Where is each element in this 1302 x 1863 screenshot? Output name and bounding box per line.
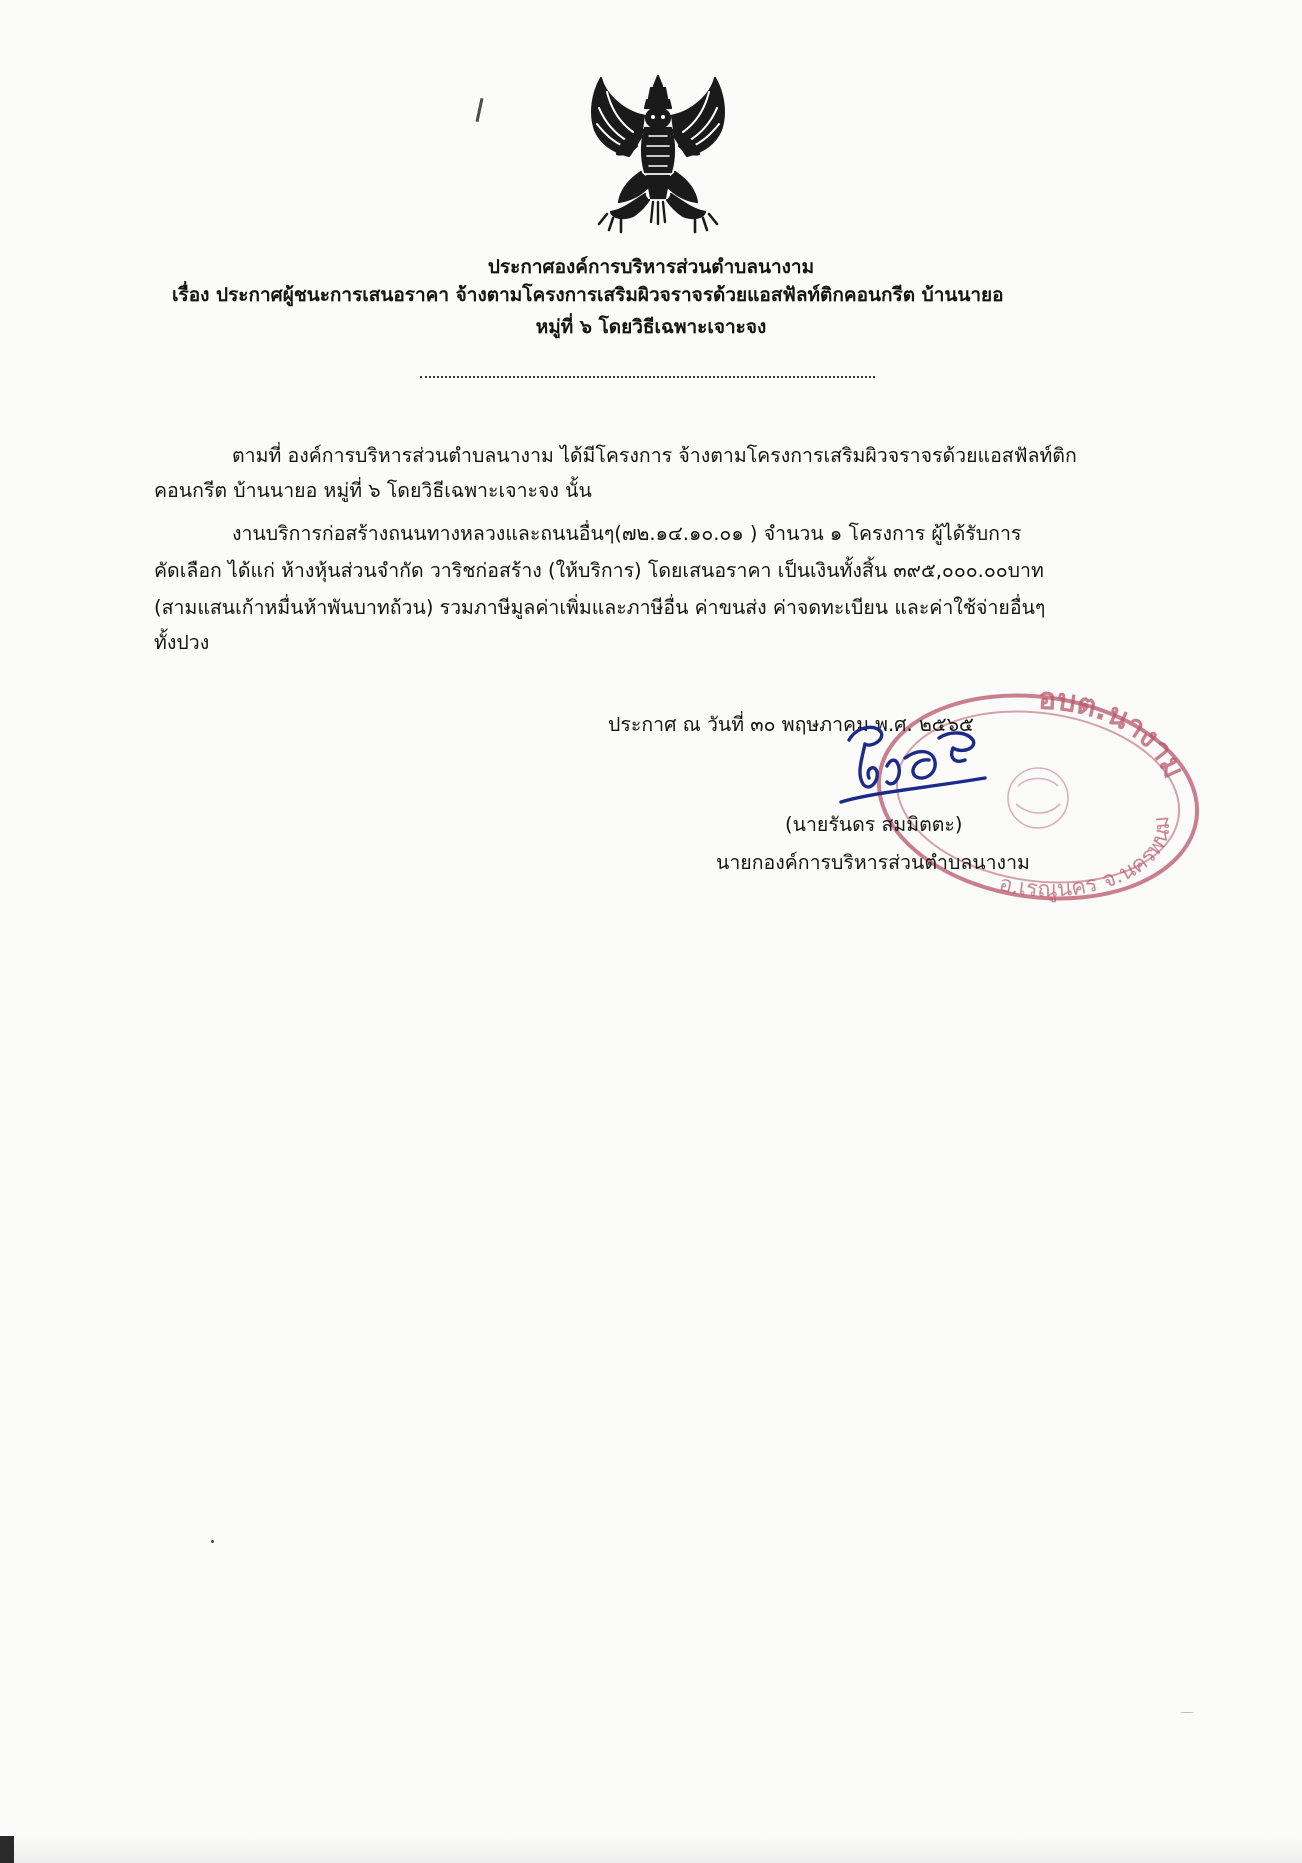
paragraph-1-line-2: คอนกรีต บ้านนายอ หมู่ที่ ๖ โดยวิธีเฉพาะเจาะจง นั้น	[154, 479, 592, 502]
subject-line-1: เรื่อง ประกาศผู้ชนะการเสนอราคา จ้างตามโครงการเสริมผิวจราจรด้วยแอสฟัลท์ติกคอนกรีต บ้านนายอ	[172, 284, 1004, 306]
dotted-divider	[420, 376, 875, 378]
paragraph-1-line-1: ตามที่ องค์การบริหารส่วนตำบลนางาม ได้มีโครงการ จ้างตามโครงการเสริมผิวจราจรด้วยแอสฟัลท์ติก	[232, 444, 1077, 467]
svg-text:อบต.นางาม	[1037, 686, 1191, 784]
subject-line-2: หมู่ที่ ๖ โดยวิธีเฉพาะเจาะจง	[535, 316, 767, 338]
paragraph-2-line-3: (สามแสนเก้าหมื่นห้าพันบาทถ้วน) รวมภาษีมูลค่าเพิ่มและภาษีอื่น ค่าขนส่ง ค่าจดทะเบียน และค่าใช้จ่ายอื่นๆ	[154, 596, 1046, 619]
announcement-title: ประกาศองค์การบริหารส่วนตำบลนางาม	[487, 256, 815, 278]
handwritten-signature	[835, 718, 1010, 813]
stamp-text-bottom: อ.เรณูนคร จ.นครพนม	[996, 814, 1176, 903]
scan-speck	[1180, 1712, 1194, 1713]
scan-bottom-edge	[0, 1838, 1302, 1863]
scan-corner-shadow	[0, 1836, 14, 1863]
scan-mark	[476, 98, 484, 122]
paragraph-2-line-2: คัดเลือก ได้แก่ ห้างหุ้นส่วนจำกัด วาริชก่อสร้าง (ให้บริการ) โดยเสนอราคา เป็นเงินทั้งสิ้น ๓๙๕,๐๐๐.๐๐บาท	[154, 559, 1044, 582]
stamp-text-top: อบต.นางาม	[1037, 686, 1192, 784]
paragraph-2-line-1: งานบริการก่อสร้างถนนทางหลวงและถนนอื่นๆ(๗๒.๑๔.๑๐.๐๑ ) จำนวน ๑ โครงการ ผู้ได้รับการ	[232, 522, 1022, 545]
announcement-date: ประกาศ ณ วันที่ ๓๐ พฤษภาคม พ.ศ. ๒๕๖๕	[608, 713, 974, 736]
signer-name: (นายรันดร สมมิตตะ)	[785, 813, 963, 836]
signer-title: นายกองค์การบริหารส่วนตำบลนางาม	[716, 851, 1030, 874]
scan-speck	[211, 1540, 214, 1543]
garuda-emblem-icon	[583, 72, 733, 234]
paragraph-2-line-4: ทั้งปวง	[154, 631, 210, 654]
